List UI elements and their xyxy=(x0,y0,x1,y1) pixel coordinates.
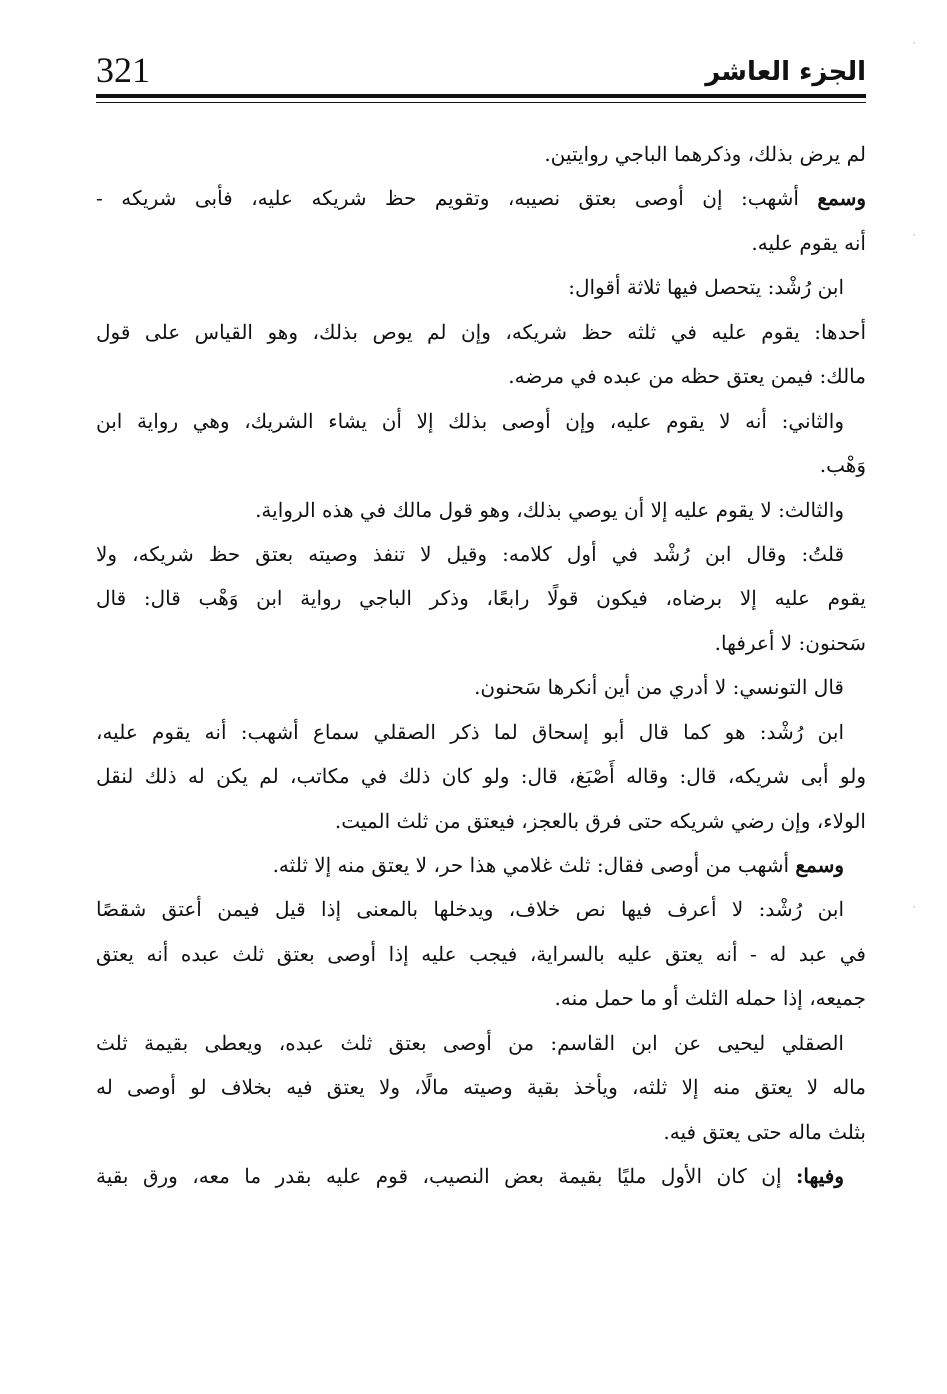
text-line xyxy=(96,710,866,754)
line-text: والثالث: لا يقوم عليه إلا أن يوصي بذلك، وهو قول مالك في هذه الرواية. xyxy=(255,497,844,522)
header-rule-thick xyxy=(96,94,866,98)
line-text: قلتُ: وقال ابن رُشْد في أول كلامه: وقيل لا تنفذ وصيته بعتق حظ شريكه، ولا xyxy=(96,541,844,566)
text-line xyxy=(96,576,866,620)
text-line xyxy=(96,354,866,398)
text-line xyxy=(96,754,866,798)
body-text xyxy=(96,132,866,1199)
line-text: ابن رُشْد: يتحصل فيها ثلاثة أقوال: xyxy=(568,275,844,300)
line-text: أشهب من أوصى فقال: ثلث غلامي هذا حر، لا يعتق منه إلا ثلثه. xyxy=(272,853,796,877)
margin-mark: · xyxy=(912,228,916,242)
running-title: الجزء العاشر xyxy=(705,57,866,87)
line-text: أحدها: يقوم عليه في ثلثه حظ شريكه، وإن لم يوص بذلك، وهو القياس على قول xyxy=(96,319,866,344)
text-line xyxy=(96,1021,866,1065)
line-text: بثلث ماله حتى يعتق فيه. xyxy=(663,1119,866,1144)
text-line xyxy=(96,221,866,265)
margin-mark: · xyxy=(912,900,916,914)
line-text: مالك: فيمن يعتق حظه من عبده في مرضه. xyxy=(508,364,866,389)
line-text: قال التونسي: لا أدري من أين أنكرها سَحنون. xyxy=(474,675,844,700)
text-line xyxy=(96,932,866,976)
line-text: ولو أبى شريكه، قال: وقاله أَصْبَغ، قال: ولو كان ذلك في مكاتب، لم يكن له ذلك لنقل xyxy=(96,764,866,789)
text-line xyxy=(96,399,866,443)
page-number: 321 xyxy=(96,50,150,90)
text-line xyxy=(96,621,866,665)
lead-word: وسمع xyxy=(817,186,866,211)
line-text: ابن رُشْد: لا أعرف فيها نص خلاف، ويدخلها بالمعنى إذا قيل فيمن أعتق شقصًا xyxy=(96,897,844,922)
lead-word: وفيها: xyxy=(796,1164,844,1189)
line-text: أنه يقوم عليه. xyxy=(751,230,866,255)
text-line xyxy=(96,887,866,931)
text-line xyxy=(96,1154,866,1198)
line-text: الولاء، وإن رضي شريكه حتى فرق بالعجز، فيعتق من ثلث الميت. xyxy=(334,808,866,833)
line-text: ابن رُشْد: هو كما قال أبو إسحاق لما ذكر الصقلي سماع أشهب: أنه يقوم عليه، xyxy=(96,719,844,744)
text-line xyxy=(96,799,866,843)
line-text: جميعه، إذا حمله الثلث أو ما حمل منه. xyxy=(554,986,866,1011)
line-text: في عبد له - أنه يعتق عليه بالسراية، فيجب عليه إذا أوصى بعتق ثلث عبده أنه يعتق xyxy=(96,941,866,966)
text-line xyxy=(96,976,866,1020)
line-text: وَهْب. xyxy=(819,453,866,478)
text-line xyxy=(96,665,866,709)
line-text: سَحنون: لا أعرفها. xyxy=(714,630,866,655)
text-line xyxy=(96,843,866,887)
text-line xyxy=(96,443,866,487)
line-text: يقوم عليه إلا برضاه، فيكون قولًا رابعًا، وذكر الباجي رواية ابن وَهْب قال: قال xyxy=(96,586,866,611)
text-line xyxy=(96,1110,866,1154)
lead-word: وسمع xyxy=(795,853,844,877)
text-line xyxy=(96,176,866,220)
line-text: ماله لا يعتق منه إلا ثلثه، ويأخذ بقية وصيته مالًا، ولا يعتق فيه بخلاف لو أوصى له xyxy=(96,1075,866,1100)
text-line xyxy=(96,488,866,532)
text-line xyxy=(96,310,866,354)
line-text: لم يرض بذلك، وذكرهما الباجي روايتين. xyxy=(544,142,866,166)
margin-mark: · xyxy=(912,36,916,50)
text-line xyxy=(96,532,866,576)
page-header xyxy=(96,48,866,90)
line-text: أشهب: إن أوصى بعتق نصيبه، وتقويم حظ شريكه عليه، فأبى شريكه - xyxy=(96,186,818,211)
line-text: الصقلي ليحيى عن ابن القاسم: من أوصى بعتق ثلث عبده، ويعطى بقيمة ثلث xyxy=(96,1030,844,1055)
header-rule-thin xyxy=(96,102,866,103)
text-line xyxy=(96,265,866,309)
line-text: والثاني: أنه لا يقوم عليه، وإن أوصى بذلك إلا أن يشاء الشريك، وهي رواية ابن xyxy=(96,408,844,433)
text-line xyxy=(96,1065,866,1109)
text-line xyxy=(96,132,866,176)
line-text: إن كان الأول مليًا بقيمة بعض النصيب، قوم عليه بقدر ما معه، ورق بقية xyxy=(96,1164,797,1189)
